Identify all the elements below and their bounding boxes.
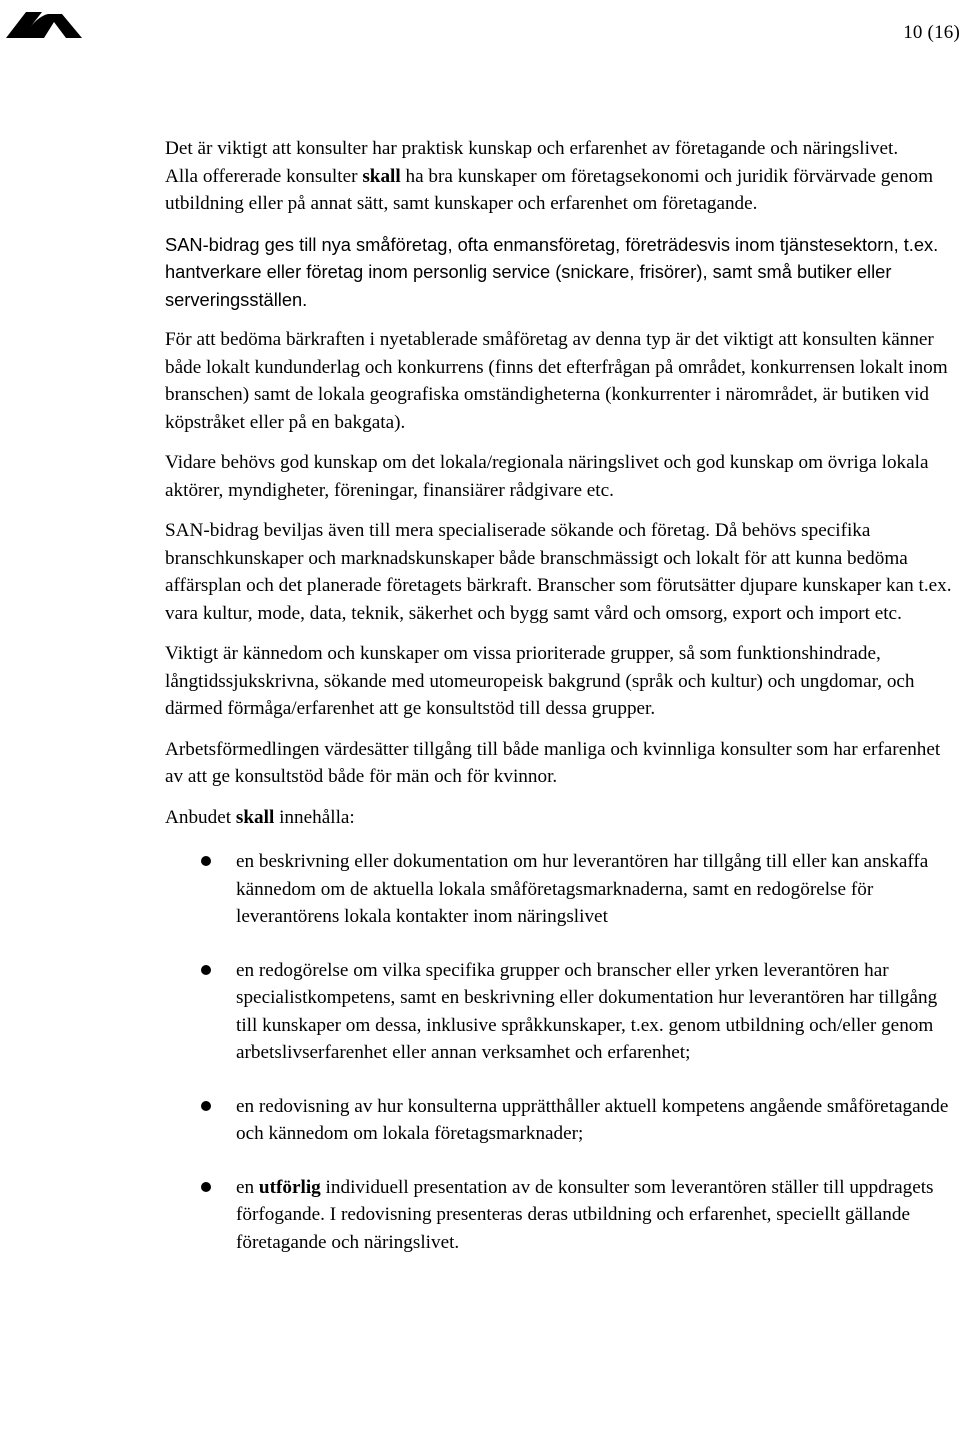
bullet-icon xyxy=(201,965,211,975)
paragraph-gender-balance: Arbetsförmedlingen värdesätter tillgång till både manliga och kvinnliga konsulter som har erfarenhet av att ge konsultstöd både för män och för kvinnor. xyxy=(165,738,941,787)
paragraph-priority-groups: Viktigt är kännedom och kunskaper om vissa prioriterade grupper, så som funktionshindrade, långtidssjukskrivna, sökande med utomeuropeisk bakgrund (språk och kultur) och ungdomar, och därmed förmåga/erfarenhet att ge konsultstöd till dessa grupper. xyxy=(165,643,915,719)
list-item xyxy=(165,1174,957,1257)
paragraph-consultant-skills xyxy=(165,163,957,218)
document-body xyxy=(165,135,957,1282)
list-item xyxy=(165,1093,957,1148)
page-number: 10 (16) xyxy=(903,22,960,43)
company-logo-icon xyxy=(4,10,84,40)
paragraph-viability-assessment: För att bedöma bärkraften i nyetablerade småföretag av denna typ är det viktigt att konsulten känner både lokalt kundunderlag och konkurrens (finns det efterfrågan på området, konkurrensen lokalt inom branschen) samt de lokala geografiska omständigheterna (konkurrenter i närområdet, är butiken vid köpstråket eller på en bakgata). xyxy=(165,329,948,433)
paragraph-practical-experience: Det är viktigt att konsulter har praktisk kunskap och erfarenhet av företagande och näringslivet. xyxy=(165,138,899,159)
list-item xyxy=(165,957,957,1067)
text-run: individuell presentation av de konsulter som leverantören ställer till uppdragets förfogande. I redovisning presenteras deras utbildning och erfarenhet, speciellt gällande företagande och näringslivet. xyxy=(236,1176,934,1253)
list-item-text: en redovisning av hur konsulterna upprätthåller aktuell kompetens angående småföretagande och kännedom om lokala företagsmarknader; xyxy=(236,1095,949,1144)
paragraph-specialised-applicants: SAN-bidrag beviljas även till mera specialiserade sökande och företag. Då behövs specifika branschkunskaper och marknadskunskaper både branschmässigt och lokalt för att kunna bedöma affärsplan och det planerade företagets bärkraft. Branscher som förutsätter djupare kunskaper kan t.ex. vara kultur, mode, data, teknik, säkerhet och bygg samt vård och omsorg, export och import etc. xyxy=(165,520,952,624)
requirements-list xyxy=(165,848,957,1256)
paragraph-bid-requirements xyxy=(165,804,957,832)
list-item-text: en redogörelse om vilka specifika grupper och branscher eller yrken leverantören har specialistkompetens, samt en beskrivning eller dokumentation hur leverantören har tillgång till kunskaper om dessa, inklusive språkkunskaper, t.ex. genom utbildning och/eller genom arbetslivserfarenhet eller annan verksamhet och erfarenhet; xyxy=(236,959,938,1063)
paragraph-san-bidrag-target: SAN-bidrag ges till nya småföretag, ofta enmansföretag, företrädesvis inom tjänstesektorn, t.ex. hantverkare eller företag inom personlig service (snickare, frisörer), samt små butiker eller serveringsställen. xyxy=(165,233,939,310)
list-item xyxy=(165,848,957,931)
emphasis-skall: skall xyxy=(235,806,275,828)
emphasis-skall: skall xyxy=(362,165,401,187)
text-run: en xyxy=(236,1176,259,1198)
emphasis-utforlig: utförlig xyxy=(258,1176,321,1198)
text-run: Anbudet xyxy=(165,806,236,828)
bullet-icon xyxy=(201,1182,211,1192)
list-item-text: en beskrivning eller dokumentation om hur leverantören har tillgång till eller kan anskaffa kännedom om de aktuella lokala småföretagsmarknaderna, samt en redogörelse för leverantörens lokala kontakter inom näringslivet xyxy=(236,851,929,927)
bullet-icon xyxy=(201,856,211,866)
paragraph-local-knowledge: Vidare behövs god kunskap om det lokala/regionala näringslivet och god kunskap om övriga lokala aktörer, myndigheter, föreningar, finansiärer rådgivare etc. xyxy=(165,452,929,501)
text-run: innehålla: xyxy=(274,806,355,828)
text-run: ha bra kunskaper om företagsekonomi och juridik förvärvade genom utbildning eller på annat sätt, samt kunskaper och erfarenhet om företagande. xyxy=(165,165,934,214)
text-run: Alla offererade konsulter xyxy=(165,165,363,187)
bullet-icon xyxy=(201,1101,211,1111)
